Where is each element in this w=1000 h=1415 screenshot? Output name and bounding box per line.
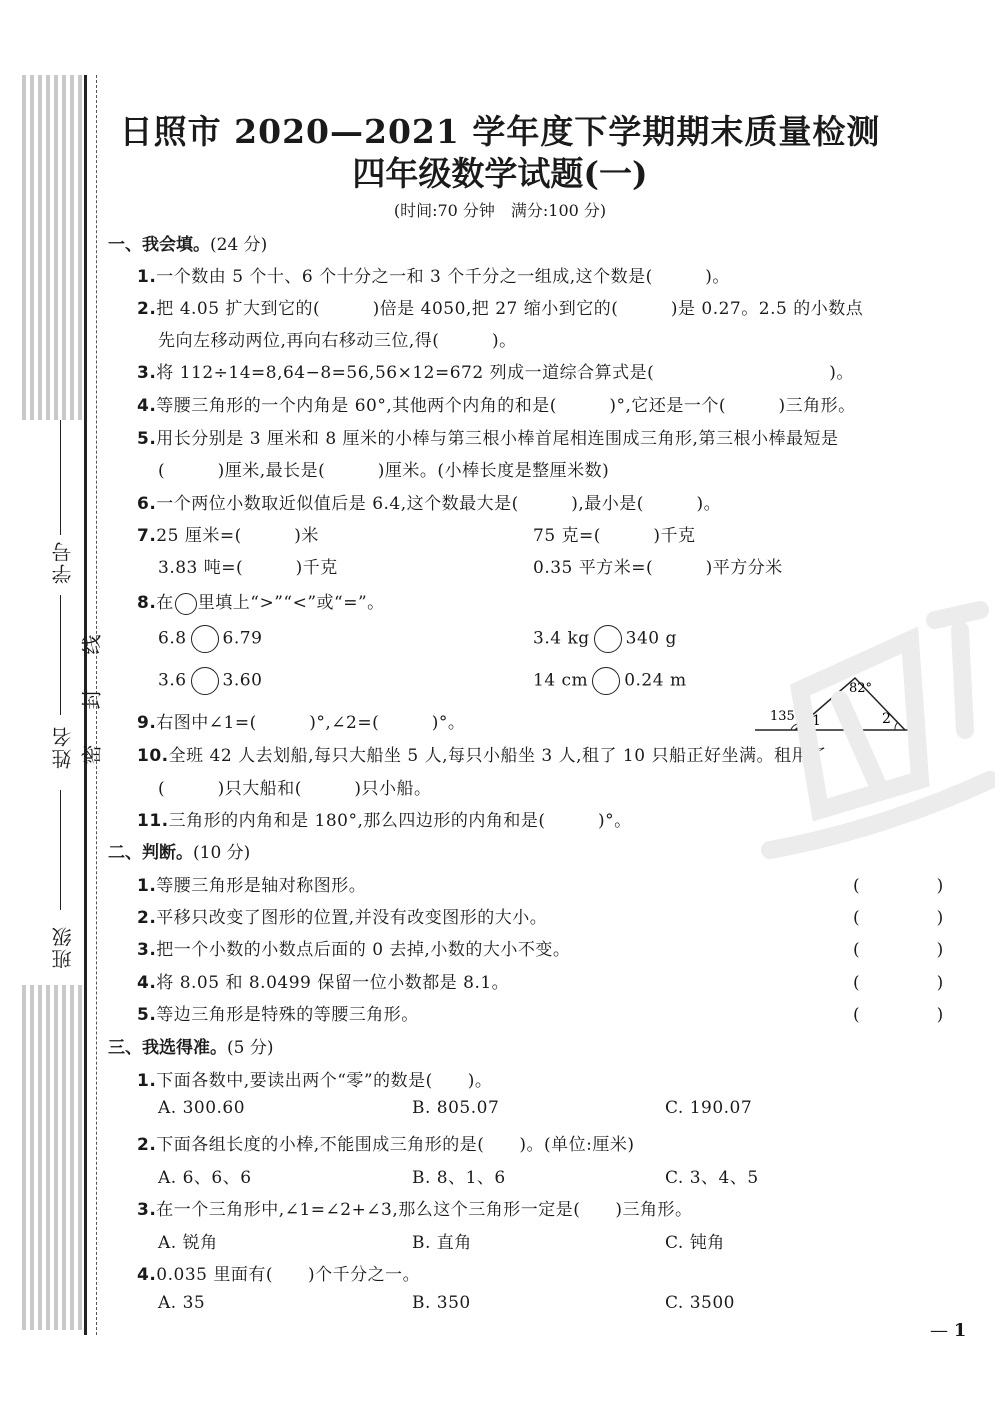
- question-1-5-cont: ( )厘米,最长是( )厘米。(小棒长度是整厘米数): [158, 461, 610, 481]
- student-id-label: 学号: [51, 540, 75, 584]
- question-1-10: [137, 741, 826, 766]
- answer-circle[interactable]: [594, 625, 622, 653]
- judge-answer-paren[interactable]: ( ): [853, 1005, 974, 1025]
- question-1-8: [137, 588, 385, 615]
- q-number: 6.: [137, 494, 157, 514]
- q-number: 11.: [137, 811, 169, 831]
- q-number: 10.: [137, 746, 169, 766]
- section3-heading: [108, 1033, 273, 1058]
- choice-option-c[interactable]: C. 3、4、5: [665, 1168, 759, 1188]
- answer-circle[interactable]: [592, 667, 620, 695]
- choice-question-3: [137, 1195, 693, 1220]
- q-number: 2.: [137, 1135, 157, 1155]
- compare-item-4: [533, 667, 687, 695]
- seal-char-line: 线: [79, 634, 104, 655]
- compare-item-1: [158, 625, 262, 653]
- choice-option-b[interactable]: B. 直角: [412, 1233, 472, 1253]
- question-1-5: [137, 424, 838, 449]
- q-number: 5.: [137, 1005, 157, 1025]
- angle-1-label: 1: [812, 713, 821, 729]
- choice-option-a[interactable]: A. 锐角: [158, 1233, 218, 1253]
- q-text: 在一个三角形中,∠1=∠2+∠3,那么这个三角形一定是( )三角形。: [156, 1200, 693, 1220]
- title-line2: 四年级数学试题(一): [352, 154, 648, 193]
- choice-option-c[interactable]: C. 钝角: [665, 1233, 725, 1253]
- q-text: 下面各组长度的小棒,不能围成三角形的是( )。(单位:厘米): [156, 1135, 635, 1155]
- q-text: 全班 42 人去划船,每只大船坐 5 人,每只小船坐 3 人,租了 10 只船正好坐满。租用了: [168, 746, 827, 766]
- compare-left: 3.4 kg: [533, 628, 590, 649]
- question-1-7d: 0.35 平方米=( )平方分米: [533, 558, 783, 578]
- question-1-10-cont: ( )只大船和( )只小船。: [158, 779, 432, 799]
- section1-heading: [108, 230, 267, 255]
- q-text: 一个两位小数取近似值后是 6.4,这个数最大是( ),最小是( )。: [156, 494, 722, 514]
- q-text: 把 4.05 扩大到它的( )倍是 4050,把 27 缩小到它的( )是 0.27。2.5 的小数点: [156, 299, 864, 319]
- section3-points: (5 分): [227, 1038, 274, 1058]
- choice-option-b[interactable]: B. 805.07: [412, 1098, 500, 1118]
- question-1-2: [137, 294, 863, 319]
- q-text: 等边三角形是特殊的等腰三角形。: [156, 1005, 419, 1025]
- section1-points: (24 分): [210, 235, 268, 255]
- angle-2-label: 2: [882, 711, 891, 727]
- compare-right: 6.79: [222, 628, 263, 649]
- compare-circle-icon: [175, 593, 197, 615]
- choice-question-4: [137, 1260, 420, 1285]
- compare-left: 6.8: [158, 628, 187, 649]
- name-label: 姓名: [51, 725, 75, 769]
- q-text: 将 8.05 和 8.0499 保留一位小数都是 8.1。: [156, 973, 510, 993]
- question-1-4: [137, 391, 856, 416]
- q-text: 一个数由 5 个十、6 个十分之一和 3 个千分之一组成,这个数是( )。: [156, 267, 730, 287]
- judge-item-2: [137, 903, 547, 928]
- judge-answer-paren[interactable]: ( ): [853, 940, 974, 960]
- choice-option-c[interactable]: C. 3500: [665, 1293, 735, 1313]
- compare-left: 3.6: [158, 670, 187, 691]
- choice-option-a[interactable]: A. 6、6、6: [158, 1168, 252, 1188]
- judge-answer-paren[interactable]: ( ): [853, 908, 974, 928]
- section1-title: 一、我会填。: [108, 235, 210, 255]
- q-number: 2.: [137, 299, 157, 319]
- answer-circle[interactable]: [191, 625, 219, 653]
- answer-circle[interactable]: [191, 667, 219, 695]
- choice-option-b[interactable]: B. 8、1、6: [412, 1168, 506, 1188]
- compare-right: 0.24 m: [624, 670, 687, 691]
- section2-points: (10 分): [193, 843, 251, 863]
- choice-option-c[interactable]: C. 190.07: [665, 1098, 753, 1118]
- choice-question-2: [137, 1130, 634, 1155]
- choice-question-1: [137, 1066, 492, 1091]
- watermark-logo: [760, 580, 995, 880]
- seal-char-seal: 封: [79, 689, 104, 710]
- q-text: 把一个小数的小数点后面的 0 去掉,小数的大小不变。: [156, 940, 571, 960]
- choice-option-a[interactable]: A. 300.60: [158, 1098, 246, 1118]
- compare-right: 3.60: [222, 670, 263, 691]
- class-label: 班级: [51, 925, 75, 969]
- q-text: 用长分别是 3 厘米和 8 厘米的小棒与第三根小棒首尾相连围成三角形,第三根小棒最短是: [156, 429, 839, 449]
- judge-item-5: [137, 1000, 419, 1025]
- choice-option-a[interactable]: A. 35: [158, 1293, 206, 1313]
- q-number: 1.: [137, 267, 157, 287]
- question-1-7c: 3.83 吨=( )千克: [158, 558, 338, 578]
- q-text: 等腰三角形的一个内角是 60°,其他两个内角的和是( )°,它还是一个( )三角形。: [156, 396, 856, 416]
- question-1-6: [137, 489, 721, 514]
- q-text: 等腰三角形是轴对称图形。: [156, 876, 367, 896]
- compare-left: 14 cm: [533, 670, 589, 691]
- q-number: 4.: [137, 396, 157, 416]
- choice-option-b[interactable]: B. 350: [412, 1293, 471, 1313]
- q-number: 5.: [137, 429, 157, 449]
- judge-item-3: [137, 935, 570, 960]
- page-number-value: 1: [953, 1320, 967, 1341]
- q-number: 1.: [137, 1071, 157, 1091]
- title-line1: 日照市 2020—2021 学年度下学期期末质量检测: [119, 112, 881, 151]
- angle-top-label: 82°: [849, 681, 873, 696]
- q-text: 平移只改变了图形的位置,并没有改变图形的大小。: [156, 908, 548, 928]
- q-text: 三角形的内角和是 180°,那么四边形的内角和是( )°。: [168, 811, 632, 831]
- q-number: 4.: [137, 973, 157, 993]
- q-number: 3.: [137, 1200, 157, 1220]
- margin-stripe-bottom: [22, 985, 84, 1330]
- q-number: 9.: [137, 713, 157, 733]
- question-1-7b: 75 克=( )千克: [533, 526, 696, 546]
- q-text: 将 112÷14=8,64−8=56,56×12=672 列成一道综合算式是( )。: [156, 363, 854, 383]
- student-id-underline: [60, 420, 61, 535]
- angle-ext-label: 135°: [770, 709, 802, 724]
- judge-answer-paren[interactable]: ( ): [853, 876, 974, 896]
- q-number: 2.: [137, 908, 157, 928]
- subtitle: (时间:70 分钟 满分:100 分): [393, 201, 607, 220]
- q-text-pre: 在: [156, 593, 174, 613]
- q-number: 7.: [137, 526, 157, 546]
- question-1-2-cont: 先向左移动两位,再向右移动三位,得( )。: [158, 331, 517, 351]
- judge-answer-paren[interactable]: ( ): [853, 973, 974, 993]
- compare-item-2: [533, 625, 677, 653]
- judge-item-1: [137, 871, 366, 896]
- page-dash: —: [930, 1320, 948, 1341]
- name-underline: [60, 595, 61, 715]
- section2-title: 二、判断。: [108, 843, 193, 863]
- question-1-11: [137, 806, 632, 831]
- question-1-3: [137, 358, 854, 383]
- q-text: 25 厘米=( )米: [156, 526, 319, 546]
- q-text: 下面各数中,要读出两个“零”的数是( )。: [156, 1071, 493, 1091]
- question-1-1: [137, 262, 730, 287]
- judge-item-4: [137, 968, 509, 993]
- section3-title: 三、我选得准。: [108, 1038, 227, 1058]
- question-1-7a: [137, 521, 319, 546]
- class-underline: [60, 790, 61, 910]
- compare-right: 340 g: [625, 628, 677, 649]
- q-number: 3.: [137, 363, 157, 383]
- page-number: [930, 1320, 966, 1341]
- compare-item-3: [158, 667, 262, 695]
- seal-char-secret: 密: [79, 744, 104, 765]
- q-text: 右图中∠1=( )°,∠2=( )°。: [156, 713, 466, 733]
- question-1-9: [137, 708, 465, 733]
- q-number: 1.: [137, 876, 157, 896]
- q-number: 4.: [137, 1265, 157, 1285]
- q-text-post: 里填上“>”“<”或“=”。: [197, 593, 385, 613]
- q-number: 3.: [137, 940, 157, 960]
- q-number: 8.: [137, 593, 157, 613]
- section2-heading: [108, 838, 250, 863]
- q-text: 0.035 里面有( )个千分之一。: [156, 1265, 421, 1285]
